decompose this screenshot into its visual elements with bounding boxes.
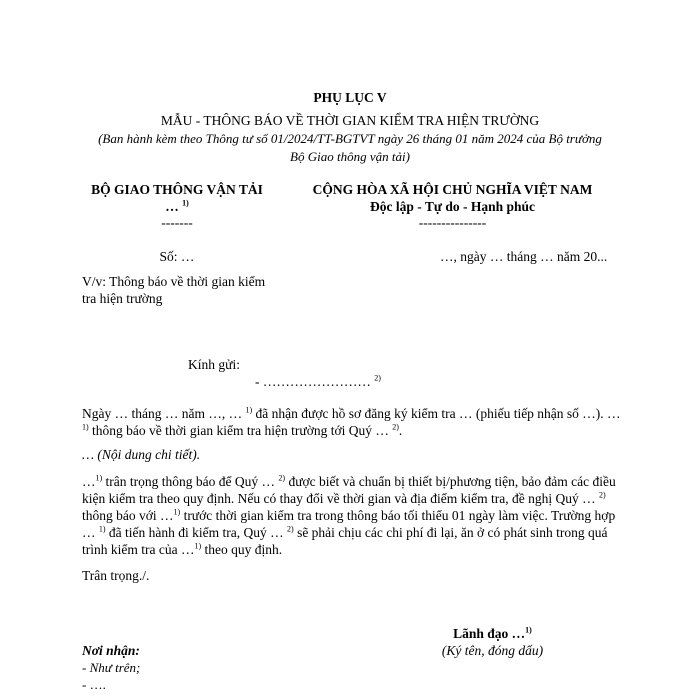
body-paragraph-3 bbox=[82, 473, 622, 558]
p3-seg-d: thông báo với … bbox=[82, 508, 174, 523]
signer-instruction: (Ký tên, đóng dấu) bbox=[441, 643, 544, 658]
p3-seg-e: trước thời gian kiểm tra trong thông báo tối thiểu 01 ngày làm việc. Trường hợp … bbox=[82, 508, 616, 540]
ministry-name: BỘ GIAO THÔNG VẬN TẢI bbox=[91, 182, 263, 197]
issuing-unit bbox=[82, 199, 272, 215]
p3-seg-f: đã tiến hành đi kiểm tra, Quý … bbox=[105, 525, 284, 540]
p3-note-5: 1) bbox=[98, 524, 106, 534]
p3-seg-b: trân trọng thông báo để Quý … bbox=[102, 474, 276, 489]
form-title: MẪU - THÔNG BÁO VỀ THỜI GIAN KIỂM TRA HIỆN TRƯỜNG bbox=[160, 113, 540, 128]
p3-seg-c: được biết và chuẩn bị thiết bị/phương tiện, bảo đảm các điều kiện kiểm tra theo quy định. Nếu có thay đổi về thời gian và địa điểm kiểm tra, đề nghị Quý … bbox=[82, 474, 616, 506]
p1-seg-a: Ngày … tháng … năm …, … bbox=[82, 406, 243, 421]
p1-seg-d: . bbox=[398, 423, 403, 438]
recipient-line-text: - …………………… bbox=[255, 374, 371, 389]
signer-title bbox=[400, 626, 585, 642]
recipient-line-note: 2) bbox=[374, 373, 381, 383]
right-divider: --------------- bbox=[418, 215, 487, 230]
closing-text: Trân trọng./. bbox=[82, 568, 150, 583]
recipient-line bbox=[255, 374, 381, 390]
p1-note-1: 1) bbox=[245, 405, 253, 415]
p3-note-7: 1) bbox=[194, 541, 202, 551]
p1-seg-b: đã nhận được hồ sơ đăng ký kiểm tra … (phiếu tiếp nhận số …). … bbox=[252, 406, 621, 421]
issued-note-line2: Bộ Giao thông vận tải) bbox=[290, 149, 410, 164]
p3-note-1: 1) bbox=[95, 473, 103, 483]
body-paragraph-1 bbox=[82, 405, 622, 439]
appendix-title: PHỤ LỤC V bbox=[313, 90, 387, 105]
recipients-label: Nơi nhận: bbox=[82, 643, 140, 658]
p3-note-6: 2) bbox=[287, 524, 294, 534]
issuing-unit-note: 1) bbox=[182, 198, 189, 208]
p1-note-3: 2) bbox=[392, 422, 399, 432]
p1-seg-c: thông báo về thời gian kiểm tra hiện trường tới Quý … bbox=[88, 423, 389, 438]
signer-title-text: Lãnh đạo … bbox=[453, 626, 526, 641]
recipients-item-2: - …. bbox=[82, 677, 106, 692]
signer-title-note: 1) bbox=[525, 625, 532, 635]
p3-note-2: 2) bbox=[278, 473, 286, 483]
p3-note-4: 1) bbox=[173, 507, 181, 517]
national-motto: Độc lập - Tự do - Hạnh phúc bbox=[369, 199, 536, 214]
issuing-unit-text: … bbox=[165, 199, 179, 214]
p3-seg-g: sẽ phải chịu các chi phí đi lại, ăn ở có phát sinh trong quá trình kiểm tra của … bbox=[82, 525, 608, 557]
recipient-label: Kính gửi: bbox=[188, 357, 240, 372]
recipients-item-1: - Như trên; bbox=[82, 660, 141, 675]
document-number: Số: … bbox=[159, 249, 195, 264]
date-line: …, ngày … tháng … năm 20... bbox=[440, 249, 608, 264]
subject-line2: tra hiện trường bbox=[82, 291, 163, 306]
p1-note-2: 1) bbox=[82, 422, 89, 432]
p3-note-3: 2) bbox=[599, 490, 606, 500]
subject-line1: V/v: Thông báo về thời gian kiểm bbox=[82, 274, 266, 289]
p3-seg-h: theo quy định. bbox=[201, 542, 283, 557]
left-divider: ------- bbox=[161, 215, 193, 230]
country-name: CỘNG HÒA XÃ HỘI CHỦ NGHĨA VIỆT NAM bbox=[312, 182, 593, 197]
detail-content: … (Nội dung chi tiết). bbox=[82, 447, 201, 462]
p3-seg-a: … bbox=[82, 474, 96, 489]
issued-note-line1: (Ban hành kèm theo Thông tư số 01/2024/TT-BGTVT ngày 26 tháng 01 năm 2024 của Bộ trưởng bbox=[98, 131, 602, 146]
